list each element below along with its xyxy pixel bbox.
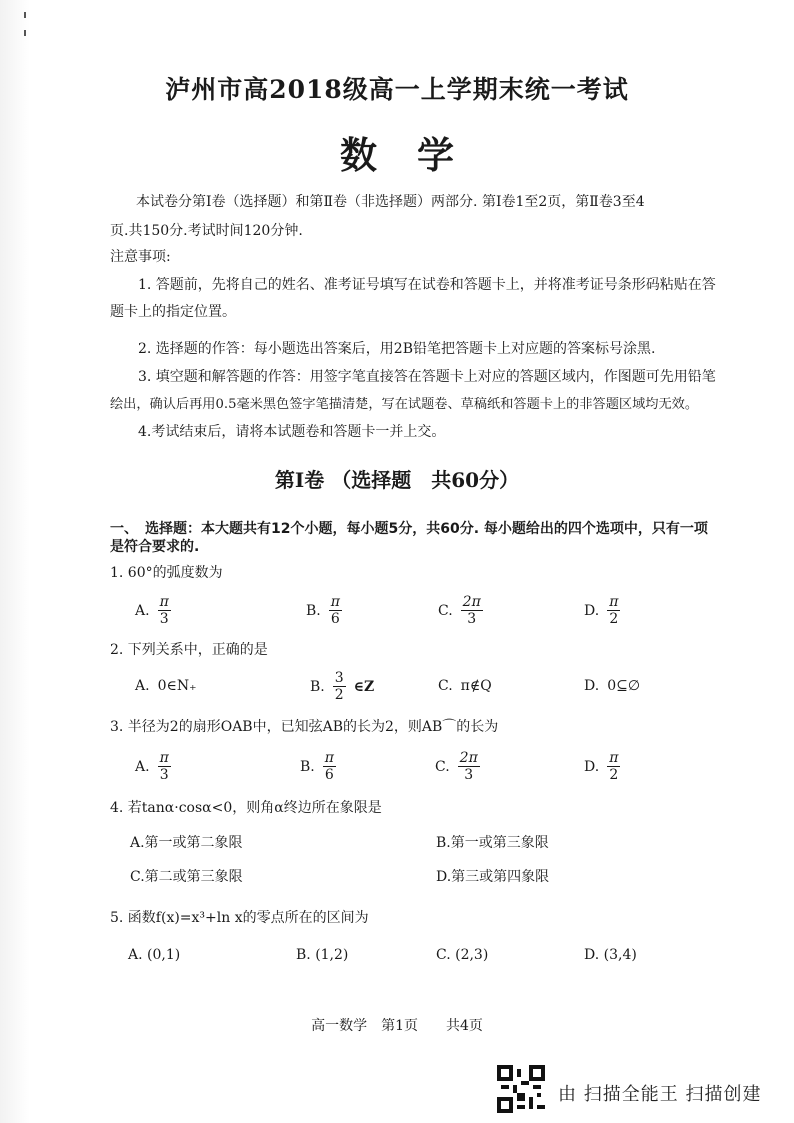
numerator: π [324, 750, 334, 766]
question-4-option-a: A.第一或第二象限 [130, 835, 243, 851]
question-5-option-c: C. (2,3) [436, 947, 489, 963]
fraction [458, 750, 480, 783]
subject-title: 数学 [340, 133, 494, 177]
numerator: π [609, 594, 619, 610]
notice-item-2: 2. 选择题的作答：每小题选出答案后，用2B铅笔把答题卡上对应题的答案标号涂黑. [138, 341, 656, 357]
notice-item-3-cont: 绘出，确认后再用0.5毫米黑色签字笔描清楚，写在试题卷、草稿纸和答题卡上的非答题区域均无效。 [110, 397, 699, 412]
question-1-option-b [306, 594, 342, 627]
fraction [158, 594, 171, 627]
option-text: 0⊆∅ [607, 678, 641, 694]
denominator: 3 [159, 611, 169, 627]
question-5-stem: 5. 函数f(x)=x³+ln x的零点所在的区间为 [110, 910, 369, 926]
question-2-option-d [584, 678, 640, 694]
denominator: 3 [464, 767, 474, 783]
question-5-option-d: D. (3,4) [584, 947, 637, 963]
denominator: 2 [334, 687, 344, 703]
question-5-option-b: B. (1,2) [296, 947, 349, 963]
section-instruction: 一、 选择题：本大题共有12个小题，每小题5分，共60分. 每小题给出的四个选项中，只有一项 [110, 521, 708, 537]
question-4-option-b: B.第一或第三象限 [436, 835, 549, 851]
option-label: D. [584, 678, 600, 694]
question-4-stem: 4. 若tanα·cosα<0，则角α终边所在象限是 [110, 800, 382, 816]
denominator: 3 [467, 611, 477, 627]
question-2-option-c [438, 678, 492, 694]
notice-item-4: 4.考试结束后，请将本试题卷和答题卡一并上交。 [138, 424, 446, 440]
option-suffix: ∈Z [353, 678, 375, 695]
option-label: B. [310, 678, 325, 695]
page-footer: 高一数学 第1页 共4页 [311, 1018, 483, 1034]
scan-mark [24, 30, 26, 36]
option-label: A. [135, 758, 150, 775]
option-text: 0∈N₊ [157, 678, 197, 694]
numerator: π [159, 750, 169, 766]
denominator: 2 [609, 611, 619, 627]
qr-code-icon [497, 1065, 545, 1113]
numerator: π [609, 750, 619, 766]
intro-line-1: 本试卷分第Ⅰ卷（选择题）和第Ⅱ卷（非选择题）两部分. 第Ⅰ卷1至2页，第Ⅱ卷3至4 [136, 194, 645, 210]
fraction [607, 750, 620, 783]
denominator: 6 [330, 611, 340, 627]
notice-item-3: 3. 填空题和解答题的作答：用签字笔直接答在答题卡上对应的答题区域内，作图题可先用铅笔 [138, 369, 716, 385]
denominator: 6 [324, 767, 334, 783]
option-label: C. [438, 678, 453, 694]
scanner-watermark: 由 扫描全能王 扫描创建 [558, 1084, 762, 1105]
option-label: A. [135, 678, 150, 694]
question-1-option-c [438, 594, 483, 627]
question-4-option-c: C.第二或第三象限 [130, 869, 243, 885]
option-label: D. [584, 602, 600, 619]
option-label: D. [584, 758, 600, 775]
question-3-option-c [435, 750, 480, 783]
question-4-option-d: D.第三或第四象限 [436, 869, 550, 885]
exam-title: 泸州市高2018级高一上学期末统一考试 [165, 75, 629, 104]
section-title: 第Ⅰ卷 （选择题 共60分） [274, 468, 520, 492]
option-label: B. [306, 602, 321, 619]
fraction [607, 594, 620, 627]
numerator: 2π [462, 594, 481, 610]
scan-mark [24, 12, 26, 18]
fraction [323, 750, 336, 783]
fraction [461, 594, 483, 627]
denominator: 3 [159, 767, 169, 783]
numerator: 3 [334, 670, 344, 686]
notice-item-1-cont: 题卡上的指定位置。 [110, 304, 236, 320]
question-1-option-d [584, 594, 620, 627]
fraction [329, 594, 342, 627]
fraction [158, 750, 171, 783]
question-1-option-a [135, 594, 171, 627]
numerator: π [330, 594, 340, 610]
denominator: 2 [609, 767, 619, 783]
option-text: π∉Q [460, 678, 492, 694]
numerator: π [159, 594, 169, 610]
question-2-stem: 2. 下列关系中，正确的是 [110, 642, 268, 658]
intro-line-2: 页.共150分.考试时间120分钟. [110, 223, 303, 239]
section-instruction-cont: 是符合要求的. [110, 539, 200, 555]
question-2-option-b [310, 670, 374, 703]
question-3-option-b [300, 750, 336, 783]
option-label: A. [135, 602, 150, 619]
option-label: B. [300, 758, 315, 775]
numerator: 2π [459, 750, 478, 766]
question-5-option-a: A. (0,1) [128, 947, 181, 963]
question-3-option-a [135, 750, 171, 783]
option-label: C. [435, 758, 450, 775]
notice-heading: 注意事项: [110, 249, 171, 265]
question-2-option-a [135, 678, 196, 694]
option-label: C. [438, 602, 453, 619]
notice-item-1: 1. 答题前，先将自己的姓名、准考证号填写在试卷和答题卡上，并将准考证号条形码粘贴在答 [138, 277, 716, 293]
fraction [333, 670, 346, 703]
question-3-option-d [584, 750, 620, 783]
question-1-stem: 1. 60°的弧度数为 [110, 565, 223, 581]
question-3-stem: 3. 半径为2的扇形OAB中，已知弦AB的长为2，则AB⌒的长为 [110, 719, 499, 735]
